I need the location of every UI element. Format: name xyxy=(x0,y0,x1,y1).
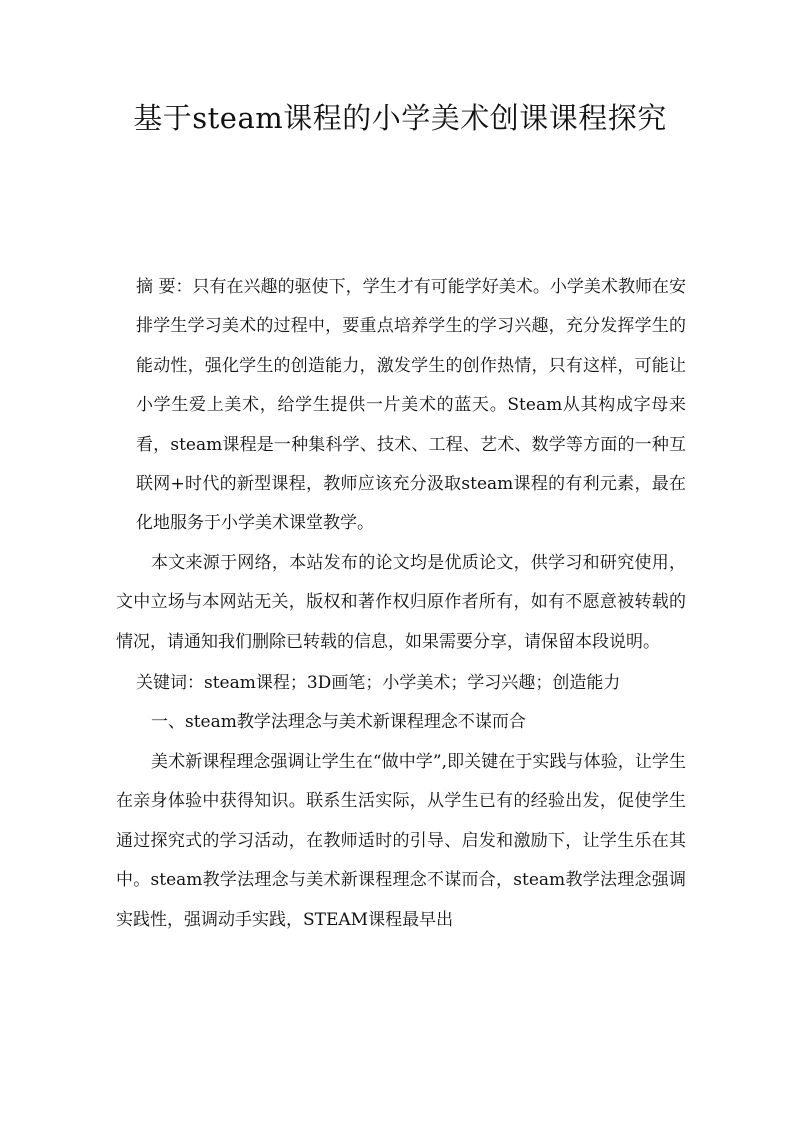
notice-paragraph: 本文来源于网络，本站发布的论文均是优质论文，供学习和研究使用，文中立场与本网站无关，版权和著作权归原作者所有，如有不愿意被转载的情况，请通知我们删除已转载的信息，如果需要分享，请保留本段说明。 xyxy=(116,552,686,652)
keywords-text: steam课程；3D画笔；小学美术；学习兴趣；创造能力 xyxy=(204,673,621,694)
abstract-label: 摘 要： xyxy=(136,277,193,297)
keywords-label: 关键词： xyxy=(136,673,204,694)
abstract-paragraph xyxy=(116,268,686,544)
keywords-paragraph xyxy=(116,664,686,703)
section-paragraph: 美术新课程理念强调让学生在“做中学”,即关键在于实践与体验，让学生在亲身体验中获得知识。联系生活实际，从学生已有的经验出发，促使学生通过探究式的学习活动，在教师适时的引导、启发和激励下，让学生乐在其中。steam教学法理念与美术新课程理念不谋而合，steam教学法理念强调实践性，强调动手实践，STEAM课程最早出 xyxy=(116,751,686,930)
document-body xyxy=(116,266,686,940)
section-heading: 一、steam教学法理念与美术新课程理念不谋而合 xyxy=(151,712,526,733)
abstract-text: 只有在兴趣的驱使下，学生才有可能学好美术。小学美术教师在安排学生学习美术的过程中，要重点培养学生的学习兴趣，充分发挥学生的能动性，强化学生的创造能力，激发学生的创作热情，只有这样，可能让小学生爱上美术，给学生提供一片美术的蓝天。Steam从其构成字母来看，steam课程是一种集科学、技术、工程、艺术、数学等方面的一种互联网+时代的新型课程，教师应该充分汲取steam课程的有利元素，最在化地服务于小学美术课堂教学。 xyxy=(136,277,687,534)
document-title: 基于steam课程的小学美术创课课程探究 xyxy=(133,101,667,135)
